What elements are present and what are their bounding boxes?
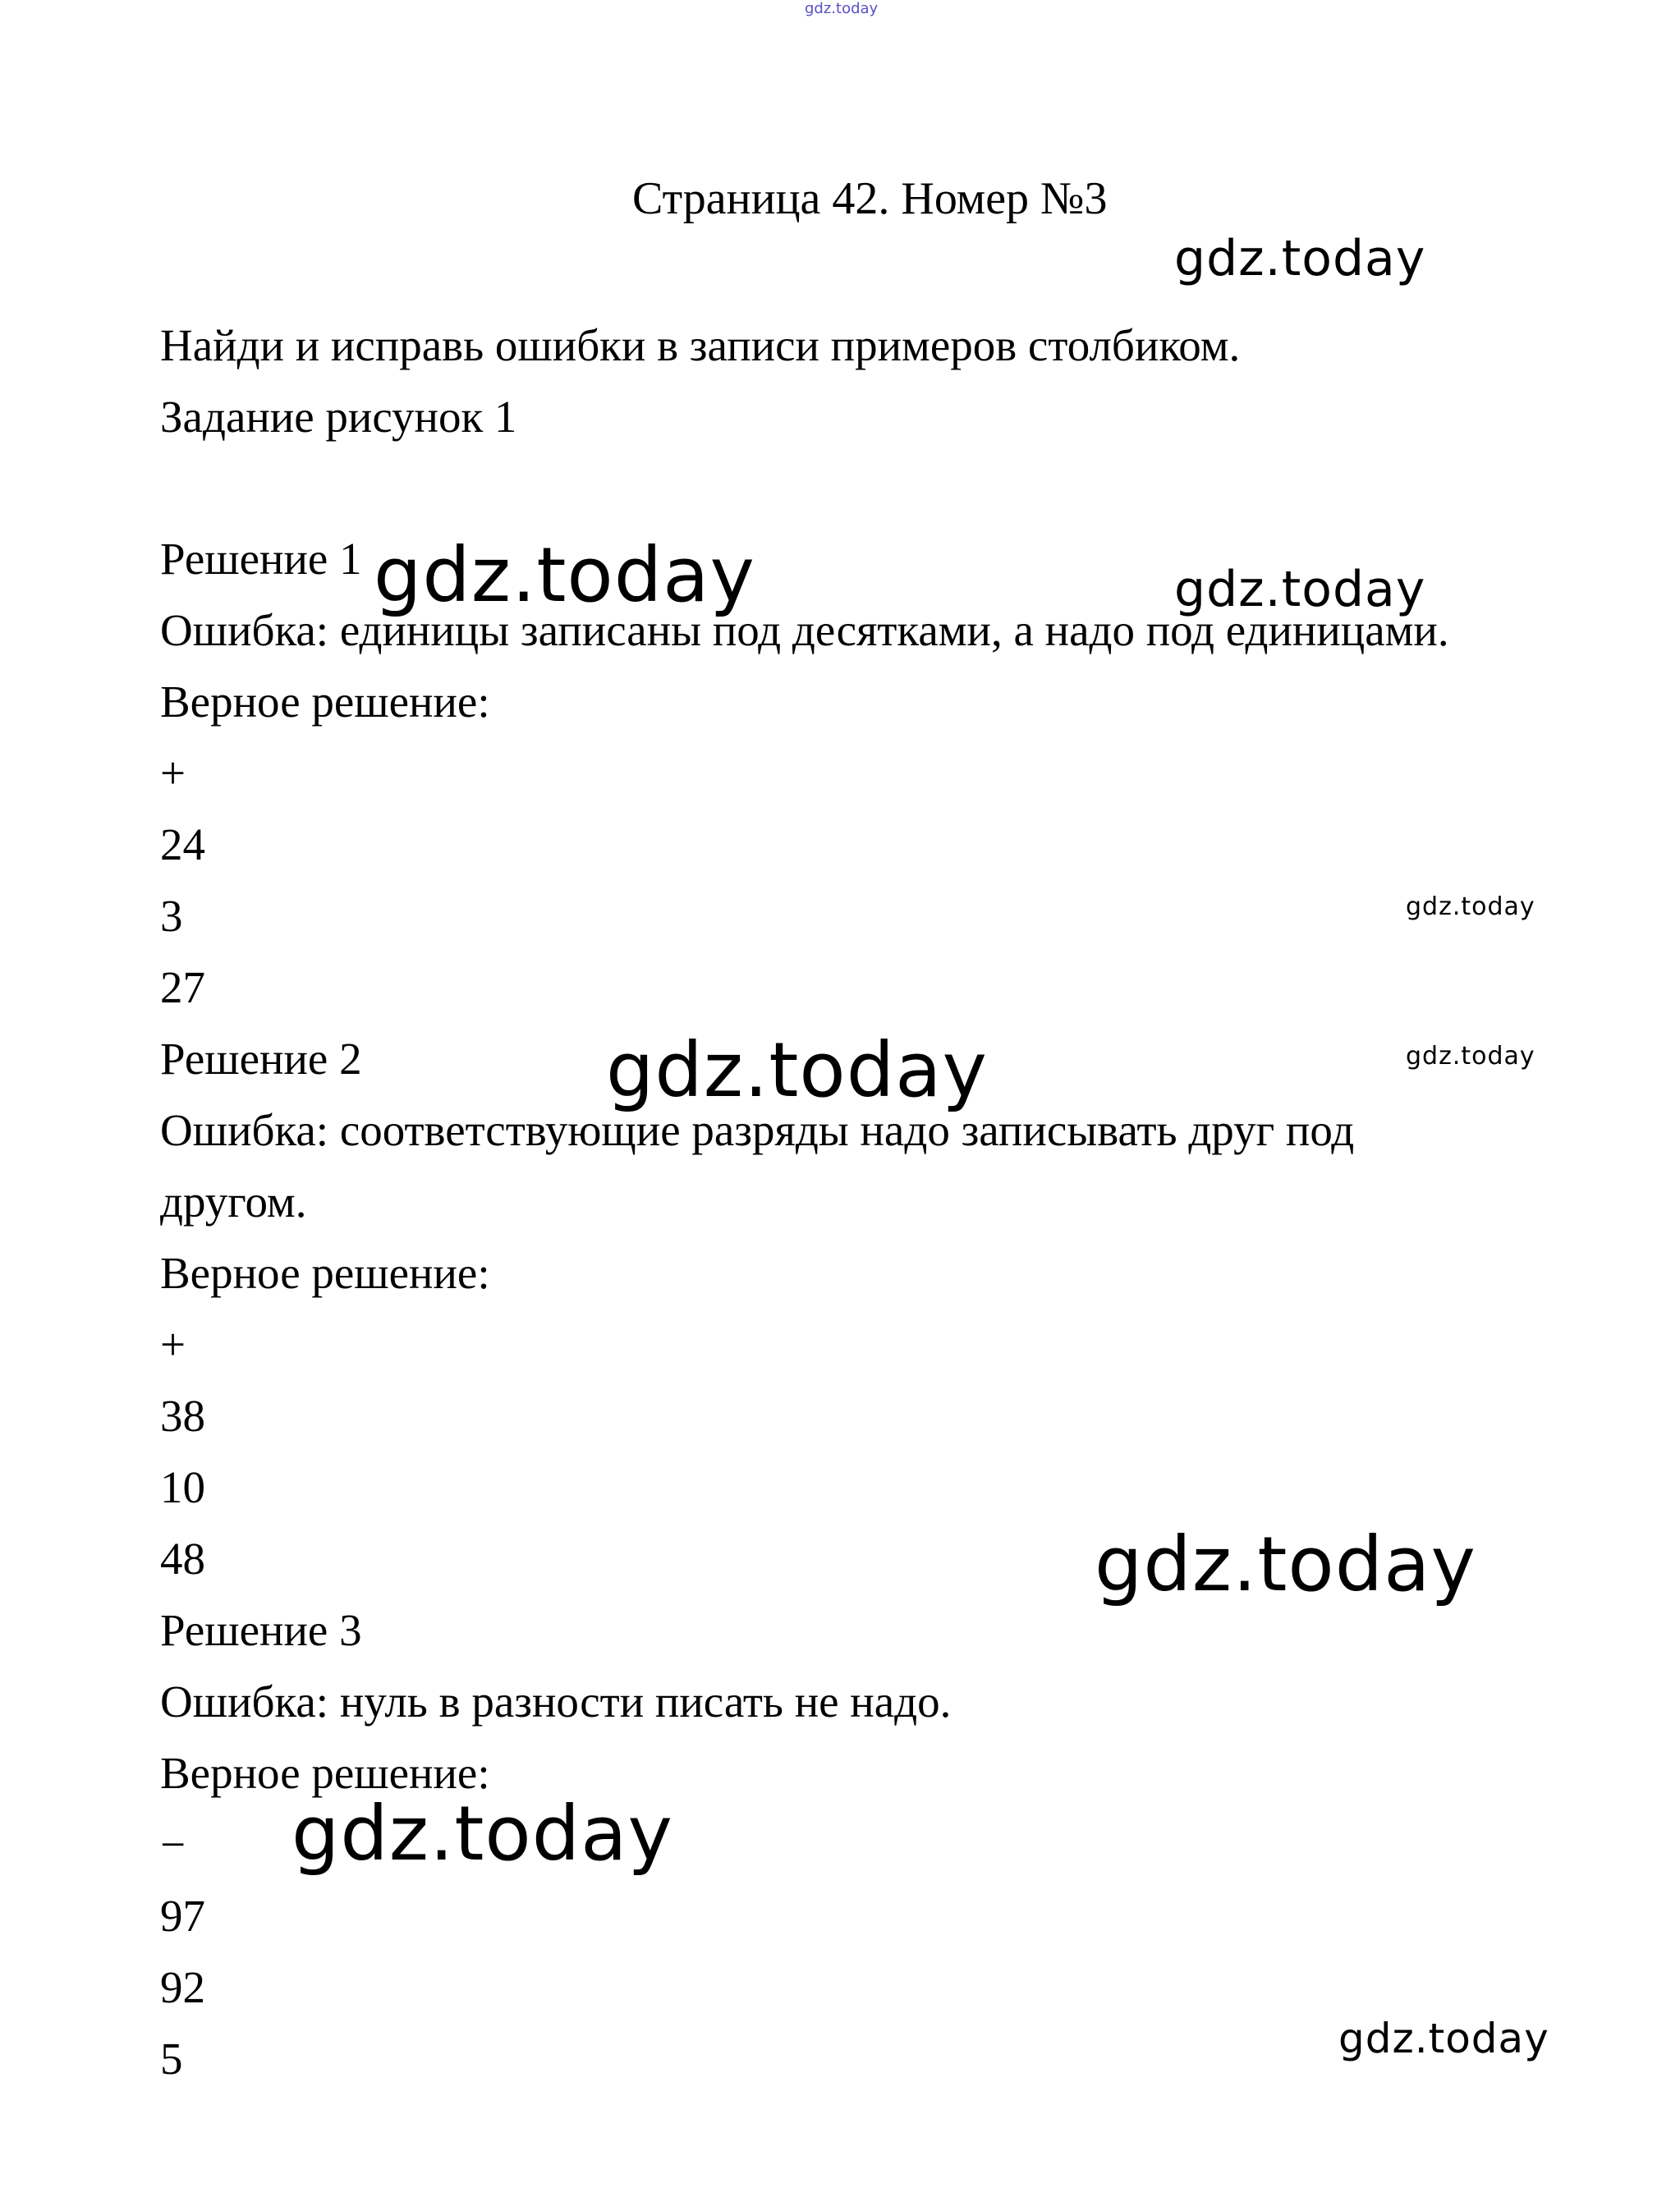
solution-3-correct-label: Верное решение:: [160, 1748, 490, 1798]
solution-2-error-line-2: другом.: [160, 1176, 307, 1227]
watermark: gdz.today: [1095, 1520, 1476, 1608]
watermark: gdz.today: [374, 531, 755, 619]
solution-3-row: 92: [160, 1962, 205, 2012]
solution-2-row: 38: [160, 1391, 205, 1441]
watermark: gdz.today: [1338, 2015, 1549, 2062]
solution-2-correct-label: Верное решение:: [160, 1248, 490, 1298]
solution-1-row: 24: [160, 819, 205, 869]
solution-2-heading: Решение 2: [160, 1034, 362, 1084]
solution-3-operator: −: [160, 1819, 186, 1869]
task-instruction: Найди и исправь ошибки в записи примеров столбиком.: [160, 320, 1241, 370]
solution-3-error: Ошибка: нуль в разности писать не надо.: [160, 1676, 952, 1727]
top-watermark: gdz.today: [805, 0, 879, 17]
solution-1-error: Ошибка: единицы записаны под десятками, а надо под единицами.: [160, 605, 1449, 655]
task-figure-label: Задание рисунок 1: [160, 392, 517, 442]
solution-2-row: 10: [160, 1462, 205, 1512]
watermark: gdz.today: [291, 1790, 673, 1878]
watermark: gdz.today: [1174, 230, 1426, 287]
page-title: Страница 42. Номер №3: [632, 173, 1108, 224]
watermark: gdz.today: [606, 1026, 988, 1114]
solution-3-heading: Решение 3: [160, 1605, 362, 1655]
solution-1-operator: +: [160, 748, 186, 798]
watermark: gdz.today: [1174, 561, 1426, 618]
watermark: gdz.today: [1406, 892, 1535, 921]
solution-3-row: 97: [160, 1891, 205, 1941]
solution-1-correct-label: Верное решение:: [160, 676, 490, 727]
solution-3-row: 5: [160, 2034, 183, 2084]
watermark: gdz.today: [1406, 1042, 1535, 1071]
solution-1-row: 27: [160, 962, 205, 1012]
solution-1-heading: Решение 1: [160, 534, 362, 584]
solution-2-error-line-1: Ошибка: соответствующие разряды надо записывать друг под: [160, 1105, 1355, 1155]
solution-2-row: 48: [160, 1534, 205, 1584]
solution-2-operator: +: [160, 1319, 186, 1369]
solution-1-row: 3: [160, 891, 183, 941]
